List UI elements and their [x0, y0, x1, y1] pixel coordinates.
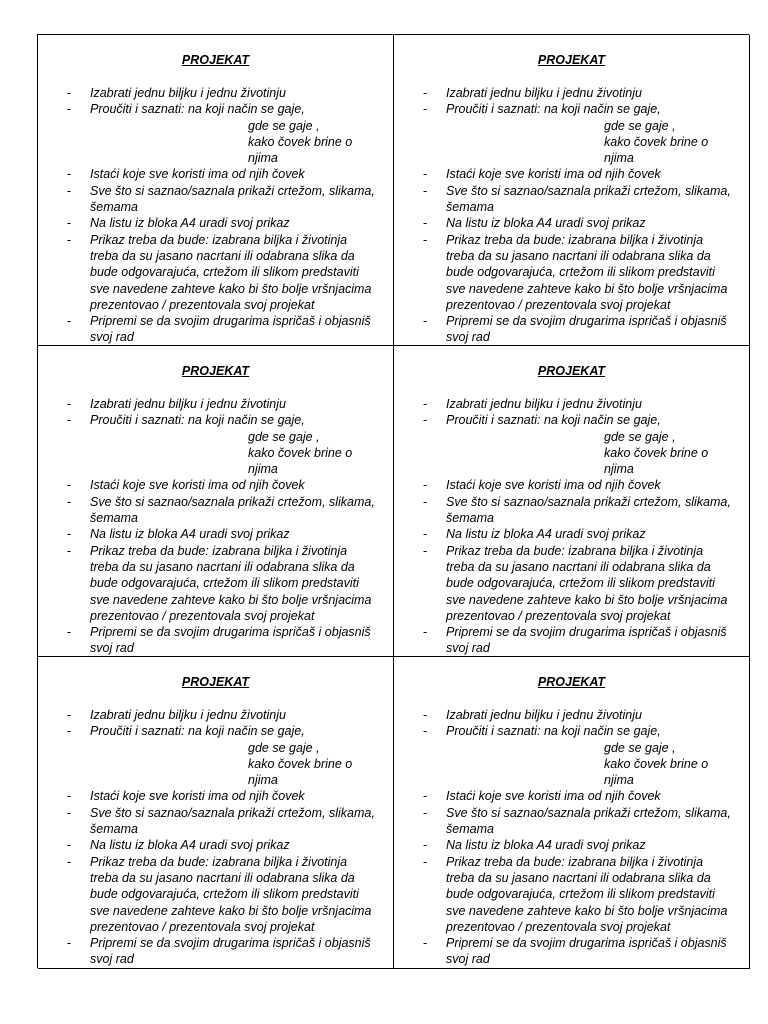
item-line: Sve što si saznao/saznala prikaži crtežom, slikama,	[90, 805, 375, 820]
dash-bullet: -	[423, 724, 428, 739]
list-item	[38, 166, 385, 182]
dash-bullet: -	[423, 625, 428, 640]
list-item	[38, 313, 385, 346]
item-line: sve navedene zahteve kako bi što bolje vršnjacima	[90, 903, 372, 918]
dash-bullet: -	[423, 708, 428, 722]
list-item	[394, 477, 741, 493]
item-line: bude odgovarajuća, crtežom ili slikom predstaviti	[90, 265, 359, 280]
item-line: svoj rad	[446, 330, 490, 345]
dash-bullet: -	[423, 216, 428, 231]
list-item	[38, 788, 385, 804]
dash-bullet: -	[67, 724, 72, 739]
list-item	[38, 85, 385, 101]
item-line: šemama	[90, 511, 138, 526]
item-line: Sve što si saznao/saznala prikaži crtežom, slikama,	[446, 805, 731, 820]
list-item	[38, 854, 385, 935]
dash-bullet: -	[67, 86, 72, 100]
item-line: sve navedene zahteve kako bi što bolje vršnjacima	[446, 592, 728, 607]
dash-bullet: -	[67, 216, 72, 231]
item-line: sve navedene zahteve kako bi što bolje vršnjacima	[90, 281, 372, 296]
dash-bullet: -	[423, 789, 428, 804]
item-line: Proučiti i saznati: na koji način se gaje,	[446, 102, 661, 117]
item-subline: gde se gaje ,	[604, 429, 676, 444]
item-line: Prikaz treba da bude: izabrana biljka i životinja	[446, 232, 704, 247]
list-item	[38, 396, 385, 412]
item-line: Proučiti i saznati: na koji način se gaje,	[446, 724, 661, 739]
item-line: Istaći koje sve koristi ima od njih čovek	[446, 789, 661, 804]
dash-bullet: -	[67, 708, 72, 722]
item-line: sve navedene zahteve kako bi što bolje vršnjacima	[90, 592, 372, 607]
task-list	[38, 707, 385, 968]
list-item	[394, 494, 741, 527]
list-item	[394, 837, 741, 853]
item-line: bude odgovarajuća, crtežom ili slikom predstaviti	[90, 576, 359, 591]
item-subline: kako čovek brine o njima	[248, 445, 353, 477]
dash-bullet: -	[67, 936, 72, 951]
dash-bullet: -	[423, 232, 428, 247]
item-subline: kako čovek brine o njima	[604, 445, 709, 477]
list-item	[394, 85, 741, 101]
project-card	[394, 657, 750, 969]
item-line: Izabrati jednu biljku i jednu životinju	[446, 397, 642, 411]
item-line: Istaći koje sve koristi ima od njih čovek	[446, 478, 661, 493]
item-line: sve navedene zahteve kako bi što bolje vršnjacima	[446, 281, 728, 296]
list-item	[38, 805, 385, 838]
item-line: svoj rad	[90, 952, 134, 967]
item-line: prezentovao / prezentovala svoj projekat	[90, 297, 315, 312]
item-line: šemama	[446, 511, 494, 526]
item-line: Pripremi se da svojim drugarima ispričaš i objasniš	[90, 625, 371, 640]
item-line: Prikaz treba da bude: izabrana biljka i životinja	[90, 232, 348, 247]
project-card	[394, 35, 750, 346]
dash-bullet: -	[423, 494, 428, 509]
list-item	[38, 494, 385, 527]
list-item	[38, 526, 385, 542]
item-subline: kako čovek brine o njima	[604, 756, 709, 788]
item-line: svoj rad	[90, 641, 134, 656]
item-line: Proučiti i saznati: na koji način se gaje,	[90, 413, 305, 428]
item-line: Proučiti i saznati: na koji način se gaje,	[90, 724, 305, 739]
list-item	[394, 707, 741, 723]
dash-bullet: -	[67, 527, 72, 542]
dash-bullet: -	[67, 413, 72, 428]
item-line: Prikaz treba da bude: izabrana biljka i životinja	[446, 854, 704, 869]
dash-bullet: -	[423, 102, 428, 117]
item-line: Na listu iz bloka A4 uradi svoj prikaz	[446, 216, 646, 231]
item-line: prezentovao / prezentovala svoj projekat	[90, 919, 315, 934]
project-card	[38, 35, 394, 346]
item-line: Istaći koje sve koristi ima od njih čovek	[90, 789, 305, 804]
item-line: treba da su jasano nacrtani ili odabrana slika da	[90, 870, 355, 885]
item-subline: gde se gaje ,	[248, 118, 320, 133]
dash-bullet: -	[67, 789, 72, 804]
dash-bullet: -	[423, 183, 428, 198]
list-item	[394, 935, 741, 968]
card-title: PROJEKAT	[181, 53, 250, 67]
item-line: treba da su jasano nacrtani ili odabrana slika da	[446, 559, 711, 574]
dash-bullet: -	[67, 625, 72, 640]
item-line: treba da su jasano nacrtani ili odabrana slika da	[446, 870, 711, 885]
task-list	[394, 707, 741, 968]
list-item	[394, 854, 741, 935]
project-card	[38, 657, 394, 969]
item-subline: gde se gaje ,	[604, 118, 676, 133]
item-subline: gde se gaje ,	[604, 740, 676, 755]
list-item	[38, 624, 385, 657]
item-line: Prikaz treba da bude: izabrana biljka i životinja	[446, 543, 704, 558]
item-line: prezentovao / prezentovala svoj projekat	[90, 608, 315, 623]
list-item	[394, 215, 741, 231]
list-item	[394, 166, 741, 182]
item-line: Pripremi se da svojim drugarima ispričaš i objasniš	[90, 314, 371, 329]
dash-bullet: -	[67, 314, 72, 329]
item-line: Istaći koje sve koristi ima od njih čovek	[90, 478, 305, 493]
dash-bullet: -	[423, 838, 428, 853]
item-subline: gde se gaje ,	[248, 740, 320, 755]
item-line: Prikaz treba da bude: izabrana biljka i životinja	[90, 854, 348, 869]
card-title: PROJEKAT	[537, 364, 606, 378]
dash-bullet: -	[423, 527, 428, 542]
card-title: PROJEKAT	[537, 53, 606, 67]
item-line: Na listu iz bloka A4 uradi svoj prikaz	[90, 838, 290, 853]
item-line: Istaći koje sve koristi ima od njih čovek	[446, 167, 661, 182]
list-item	[38, 935, 385, 968]
dash-bullet: -	[67, 167, 72, 182]
list-item	[38, 232, 385, 313]
item-line: šemama	[446, 822, 494, 837]
dash-bullet: -	[67, 805, 72, 820]
item-line: Proučiti i saznati: na koji način se gaje,	[446, 413, 661, 428]
item-line: Na listu iz bloka A4 uradi svoj prikaz	[90, 216, 290, 231]
dash-bullet: -	[423, 854, 428, 869]
dash-bullet: -	[423, 167, 428, 182]
dash-bullet: -	[67, 494, 72, 509]
list-item	[38, 183, 385, 216]
item-line: Sve što si saznao/saznala prikaži crtežom, slikama,	[446, 183, 731, 198]
dash-bullet: -	[67, 854, 72, 869]
item-line: treba da su jasano nacrtani ili odabrana slika da	[90, 559, 355, 574]
project-card	[38, 346, 394, 657]
item-line: Pripremi se da svojim drugarima ispričaš i objasniš	[446, 314, 727, 329]
project-card	[394, 346, 750, 657]
item-line: Sve što si saznao/saznala prikaži crtežom, slikama,	[446, 494, 731, 509]
item-line: treba da su jasano nacrtani ili odabrana slika da	[446, 248, 711, 263]
item-line: Prikaz treba da bude: izabrana biljka i životinja	[90, 543, 348, 558]
item-line: Na listu iz bloka A4 uradi svoj prikaz	[446, 527, 646, 542]
list-item	[394, 412, 741, 477]
item-line: svoj rad	[90, 330, 134, 345]
item-line: Izabrati jednu biljku i jednu životinju	[90, 397, 286, 411]
card-grid	[37, 34, 749, 968]
task-list	[38, 396, 385, 657]
item-line: šemama	[446, 200, 494, 215]
dash-bullet: -	[67, 102, 72, 117]
list-item	[38, 723, 385, 788]
dash-bullet: -	[67, 397, 72, 411]
list-item	[38, 543, 385, 624]
item-subline: kako čovek brine o njima	[604, 134, 709, 166]
list-item	[394, 101, 741, 166]
list-item	[38, 101, 385, 166]
dash-bullet: -	[423, 936, 428, 951]
dash-bullet: -	[67, 838, 72, 853]
item-line: šemama	[90, 822, 138, 837]
list-item	[394, 313, 741, 346]
item-line: Izabrati jednu biljku i jednu životinju	[90, 86, 286, 100]
item-line: šemama	[90, 200, 138, 215]
item-line: prezentovao / prezentovala svoj projekat	[446, 608, 671, 623]
item-line: bude odgovarajuća, crtežom ili slikom predstaviti	[446, 576, 715, 591]
item-subline: gde se gaje ,	[248, 429, 320, 444]
card-title: PROJEKAT	[181, 364, 250, 378]
item-subline: kako čovek brine o njima	[248, 134, 353, 166]
list-item	[394, 396, 741, 412]
task-list	[394, 85, 741, 346]
dash-bullet: -	[67, 478, 72, 493]
list-item	[38, 837, 385, 853]
dash-bullet: -	[67, 183, 72, 198]
item-line: Na listu iz bloka A4 uradi svoj prikaz	[446, 838, 646, 853]
list-item	[38, 215, 385, 231]
dash-bullet: -	[423, 314, 428, 329]
item-line: Izabrati jednu biljku i jednu životinju	[446, 86, 642, 100]
item-line: svoj rad	[446, 641, 490, 656]
list-item	[394, 805, 741, 838]
item-line: Na listu iz bloka A4 uradi svoj prikaz	[90, 527, 290, 542]
item-line: sve navedene zahteve kako bi što bolje vršnjacima	[446, 903, 728, 918]
item-line: bude odgovarajuća, crtežom ili slikom predstaviti	[446, 887, 715, 902]
item-subline: kako čovek brine o njima	[248, 756, 353, 788]
item-line: bude odgovarajuća, crtežom ili slikom predstaviti	[446, 265, 715, 280]
list-item	[38, 477, 385, 493]
item-line: Pripremi se da svojim drugarima ispričaš i objasniš	[446, 936, 727, 951]
list-item	[394, 183, 741, 216]
dash-bullet: -	[423, 397, 428, 411]
item-line: Sve što si saznao/saznala prikaži crtežom, slikama,	[90, 183, 375, 198]
dash-bullet: -	[423, 805, 428, 820]
item-line: Sve što si saznao/saznala prikaži crtežom, slikama,	[90, 494, 375, 509]
task-list	[394, 396, 741, 657]
task-list	[38, 85, 385, 346]
list-item	[394, 723, 741, 788]
list-item	[38, 412, 385, 477]
item-line: Izabrati jednu biljku i jednu životinju	[446, 708, 642, 722]
dash-bullet: -	[423, 543, 428, 558]
item-line: Izabrati jednu biljku i jednu životinju	[90, 708, 286, 722]
dash-bullet: -	[423, 478, 428, 493]
item-line: Istaći koje sve koristi ima od njih čovek	[90, 167, 305, 182]
item-line: treba da su jasano nacrtani ili odabrana slika da	[90, 248, 355, 263]
item-line: Pripremi se da svojim drugarima ispričaš i objasniš	[90, 936, 371, 951]
item-line: prezentovao / prezentovala svoj projekat	[446, 919, 671, 934]
dash-bullet: -	[67, 543, 72, 558]
item-line: Proučiti i saznati: na koji način se gaje,	[90, 102, 305, 117]
list-item	[394, 526, 741, 542]
item-line: bude odgovarajuća, crtežom ili slikom predstaviti	[90, 887, 359, 902]
dash-bullet: -	[67, 232, 72, 247]
list-item	[394, 624, 741, 657]
item-line: prezentovao / prezentovala svoj projekat	[446, 297, 671, 312]
item-line: Pripremi se da svojim drugarima ispričaš i objasniš	[446, 625, 727, 640]
list-item	[394, 788, 741, 804]
list-item	[38, 707, 385, 723]
dash-bullet: -	[423, 413, 428, 428]
list-item	[394, 543, 741, 624]
item-line: svoj rad	[446, 952, 490, 967]
card-title: PROJEKAT	[181, 675, 250, 689]
dash-bullet: -	[423, 86, 428, 100]
list-item	[394, 232, 741, 313]
card-title: PROJEKAT	[537, 675, 606, 689]
